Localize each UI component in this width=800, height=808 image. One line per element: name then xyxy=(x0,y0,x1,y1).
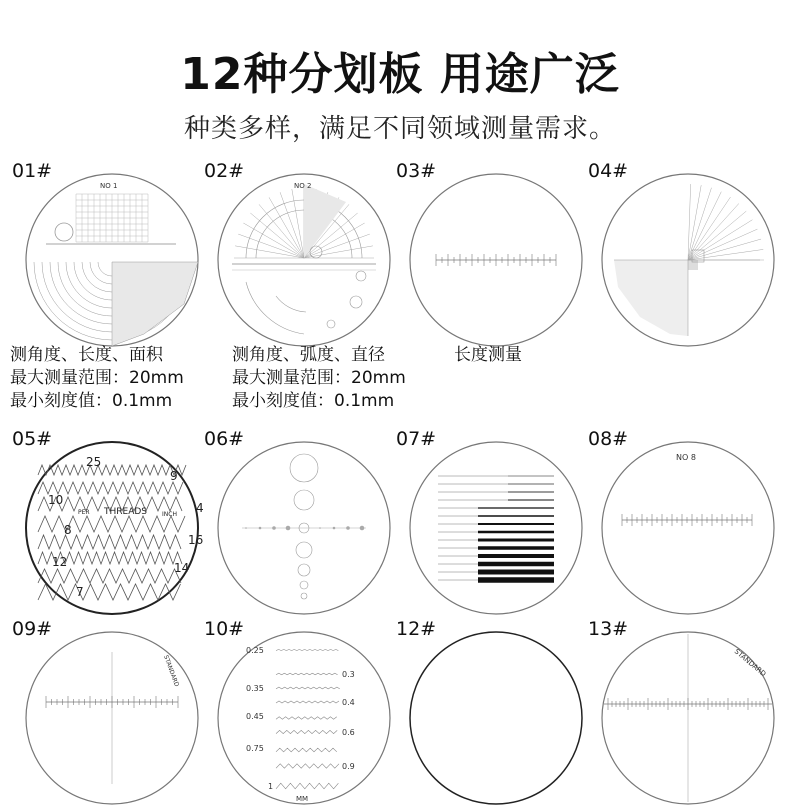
description-line: 最小刻度值：0.1mm xyxy=(232,391,395,411)
pitch-label: 0.25 xyxy=(246,646,264,655)
reticle-number: 10# xyxy=(204,618,245,640)
per-label: PER xyxy=(78,509,90,516)
thread-label: 25 xyxy=(86,455,102,469)
reticle-number: 05# xyxy=(12,428,53,450)
reticle-08 xyxy=(588,428,778,618)
reticle-06-drawing xyxy=(216,440,392,616)
description-line: 测角度、弧度、直径 xyxy=(232,345,385,365)
reticle-03-description xyxy=(454,344,522,367)
reticle-09 xyxy=(12,618,202,808)
reticle-08-drawing xyxy=(600,440,776,616)
threads-label: THREADS xyxy=(104,507,148,517)
description-line: 长度测量 xyxy=(454,345,522,365)
reticle-01-description xyxy=(10,344,184,413)
reticle-10-drawing xyxy=(216,630,392,806)
thread-label: 9 xyxy=(170,469,178,483)
reticle-number: 13# xyxy=(588,618,629,640)
pitch-label: 0.75 xyxy=(246,744,264,753)
reticle-13-drawing xyxy=(600,630,776,806)
reticle-01-drawing xyxy=(24,172,200,348)
reticle-04 xyxy=(588,160,778,350)
reticle-01 xyxy=(12,160,202,350)
reticle-number: 03# xyxy=(396,160,437,182)
pitch-label: 0.9 xyxy=(342,762,355,771)
reticle-10 xyxy=(204,618,394,808)
reticle-number: 04# xyxy=(588,160,629,182)
thread-label: 12 xyxy=(52,555,68,569)
reticle-07 xyxy=(396,428,586,618)
reticle-12 xyxy=(396,618,586,808)
unit-label: MM xyxy=(296,795,309,803)
inch-label: INCH xyxy=(162,511,177,518)
reticle-number: 08# xyxy=(588,428,629,450)
description-line: 最小刻度值：0.1mm xyxy=(10,391,173,411)
reticle-09-drawing xyxy=(24,630,200,806)
reticle-label: NO 2 xyxy=(294,182,312,190)
reticle-number: 12# xyxy=(396,618,437,640)
pitch-label: 1 xyxy=(268,782,274,791)
thread-label: 10 xyxy=(48,493,64,507)
reticle-03-drawing xyxy=(408,172,584,348)
reticle-number: 02# xyxy=(204,160,245,182)
pitch-label: 0.35 xyxy=(246,684,264,693)
reticle-07-drawing xyxy=(408,440,584,616)
reticle-number: 01# xyxy=(12,160,53,182)
reticle-number: 07# xyxy=(396,428,437,450)
pitch-label: 0.6 xyxy=(342,728,355,737)
page-title: 12种分划板 用途广泛 xyxy=(180,49,620,100)
reticle-label: NO 1 xyxy=(100,182,118,190)
reticle-number: 09# xyxy=(12,618,53,640)
pitch-label: 0.3 xyxy=(342,670,355,679)
thread-label: 7 xyxy=(76,585,84,599)
thread-label: 4 xyxy=(196,501,204,515)
reticle-02-drawing xyxy=(216,172,392,348)
thread-label: 14 xyxy=(174,561,190,575)
reticle-05-drawing xyxy=(24,440,204,616)
reticle-02 xyxy=(204,160,394,350)
description-line: 最大测量范围：20mm xyxy=(232,368,406,388)
reticle-13 xyxy=(588,618,778,808)
reticle-12-drawing xyxy=(408,630,584,806)
page-subtitle: 种类多样，满足不同领域测量需求。 xyxy=(183,114,616,144)
description-line: 测角度、长度、面积 xyxy=(10,345,163,365)
reticle-06 xyxy=(204,428,394,618)
reticle-02-description xyxy=(232,344,406,413)
thread-label: 16 xyxy=(188,533,204,547)
reticle-04-drawing xyxy=(600,172,776,348)
pitch-label: 0.45 xyxy=(246,712,264,721)
reticle-03 xyxy=(396,160,586,350)
reticle-label: STANDARD xyxy=(162,654,180,688)
reticle-05 xyxy=(12,428,202,618)
reticle-label: NO 8 xyxy=(676,453,696,462)
description-line: 最大测量范围：20mm xyxy=(10,368,184,388)
reticle-number: 06# xyxy=(204,428,245,450)
thread-label: 8 xyxy=(64,523,72,537)
reticle-label: STANDARD xyxy=(732,647,768,679)
pitch-label: 0.4 xyxy=(342,698,355,707)
